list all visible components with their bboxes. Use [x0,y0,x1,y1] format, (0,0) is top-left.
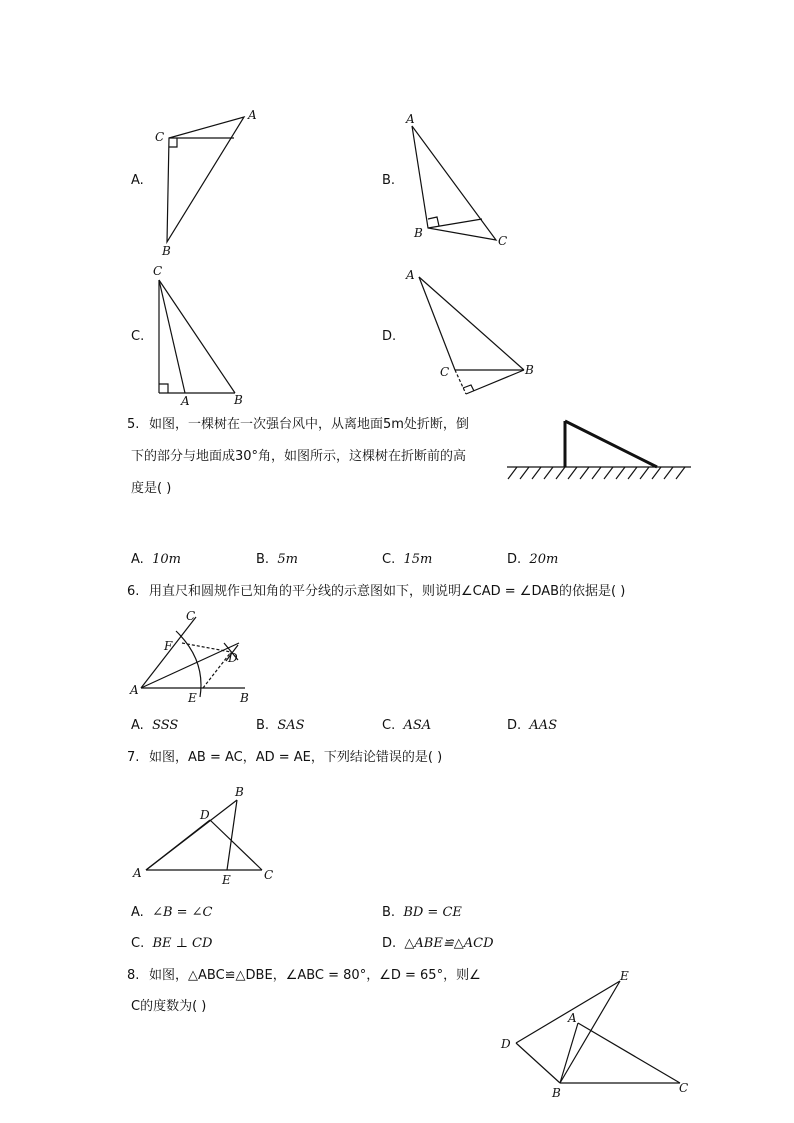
q5-option-d-label: D. [507,552,522,567]
ground-hatch-mark [520,467,529,479]
q6-point-b: B [240,691,249,705]
q4-option-c-label: C. [131,329,145,344]
q4a-point-b: B [162,244,171,258]
q7-text: 如图，AB = AC，AD = AE，下列结论错误的是( ) [149,750,443,765]
q4d-point-c: C [440,365,450,379]
q8-point-e: E [620,969,629,983]
q4b-point-b: B [414,226,423,240]
q5-option-b[interactable] [256,551,298,569]
q7-option-c-value: BE ⊥ CD [152,936,213,951]
q5-option-d-value: 20m [529,552,559,567]
q4-figure-d [400,265,550,405]
q6-number: 6. [127,584,140,599]
q6-point-e: E [188,691,197,705]
ground-hatch-mark [592,467,601,479]
q7-option-d-label: D. [382,936,397,951]
q5-option-a-value: 10m [152,552,181,567]
q6-point-d: D [228,651,238,665]
q8-point-a: A [568,1011,577,1025]
q6-option-c-label: C. [382,718,396,733]
q4b-point-c: C [498,234,508,248]
q7-triangle-figure [130,780,280,890]
q7-option-d-value: △ABE≌△ACD [404,936,494,951]
ground-hatch-mark [652,467,661,479]
q6-point-c: C [186,609,196,623]
q6-option-a-label: A. [131,718,144,733]
q7-option-a-value: ∠B = ∠C [152,905,213,920]
q6-option-b-label: B. [256,718,270,733]
ground-hatch-mark [568,467,577,479]
q7-point-d: D [200,808,210,822]
q4c-point-a: A [181,394,190,408]
q4a-point-c: C [155,130,165,144]
q6-option-d[interactable] [507,717,557,735]
q6-option-a[interactable] [131,717,178,735]
q5-text-line2: 下的部分与地面成30°角，如图所示，这棵树在折断前的高 [131,449,467,464]
q6-bisector-figure [128,605,258,705]
q4c-point-c: C [153,264,163,278]
ground-hatch-mark [676,467,685,479]
ground-hatch-mark [508,467,517,479]
q6-option-b[interactable] [256,717,305,735]
q7-option-a-label: A. [131,905,144,920]
ground-hatch-mark [532,467,541,479]
q7-option-b[interactable] [382,904,462,922]
q5-option-a-label: A. [131,552,144,567]
q6-option-a-value: SSS [152,718,179,733]
q5-option-c[interactable] [382,551,432,569]
q5-option-b-value: 5m [277,552,298,567]
q6-option-c[interactable] [382,717,431,735]
ground-hatch-mark [628,467,637,479]
ground-hatch-mark [664,467,673,479]
q6-point-f: F [164,639,173,653]
q8-text-line1: 如图，△ABC≌△DBE，∠ABC = 80°，∠D = 65°，则∠ [149,968,481,983]
q8-point-c: C [679,1081,689,1095]
q7-option-c[interactable] [131,935,212,953]
q7-option-b-value: BD = CE [403,905,462,920]
q5-option-c-label: C. [382,552,396,567]
q4-option-a-label: A. [131,173,144,188]
q5-option-a[interactable] [131,551,181,569]
q5-option-c-value: 15m [403,552,433,567]
q8-point-d: D [501,1037,511,1051]
q7-point-c: C [264,868,274,882]
q7-point-b: B [235,785,244,799]
q6-option-d-label: D. [507,718,522,733]
q4b-point-a: A [406,112,415,126]
q4-figure-c [150,262,250,407]
ground-hatch-mark [640,467,649,479]
q6-option-b-value: SAS [277,718,305,733]
q4-figure-a [150,105,270,260]
ground-hatch-mark [616,467,625,479]
ground-hatch-mark [544,467,553,479]
q8-point-b: B [552,1086,561,1100]
ground-hatch-mark [580,467,589,479]
q5-number: 5. [127,417,140,432]
q7-number: 7. [127,750,140,765]
q7-option-d[interactable] [382,935,494,953]
q4d-point-a: A [406,268,415,282]
q6-option-d-value: AAS [529,718,558,733]
ground-hatch-mark [556,467,565,479]
ground-hatch-mark [604,467,613,479]
q6-text: 用直尺和圆规作已知角的平分线的示意图如下，则说明∠CAD = ∠DAB的依据是( ) [149,584,626,599]
q5-text-line3: 度是( ) [131,481,172,496]
q7-point-e: E [222,873,231,887]
q7-option-a[interactable] [131,904,213,922]
q4c-point-b: B [234,393,243,407]
q8-number: 8. [127,968,140,983]
q7-point-a: A [133,866,142,880]
q8-text-line2: C的度数为( ) [131,999,207,1014]
q4-option-b-label: B. [382,173,396,188]
q5-text-line1: 如图，一棵树在一次强台风中，从离地面5m处折断，倒 [149,417,469,432]
q8-triangles-figure [498,965,698,1105]
q5-option-d[interactable] [507,551,558,569]
q6-option-c-value: ASA [403,718,432,733]
q4a-point-a: A [248,108,257,122]
q4-figure-b [400,110,520,255]
q5-option-b-label: B. [256,552,270,567]
q4-option-d-label: D. [382,329,397,344]
q4d-point-b: B [525,363,534,377]
q7-option-b-label: B. [382,905,396,920]
q7-option-c-label: C. [131,936,145,951]
q6-point-a: A [130,683,139,697]
q5-tree-figure [505,415,695,485]
